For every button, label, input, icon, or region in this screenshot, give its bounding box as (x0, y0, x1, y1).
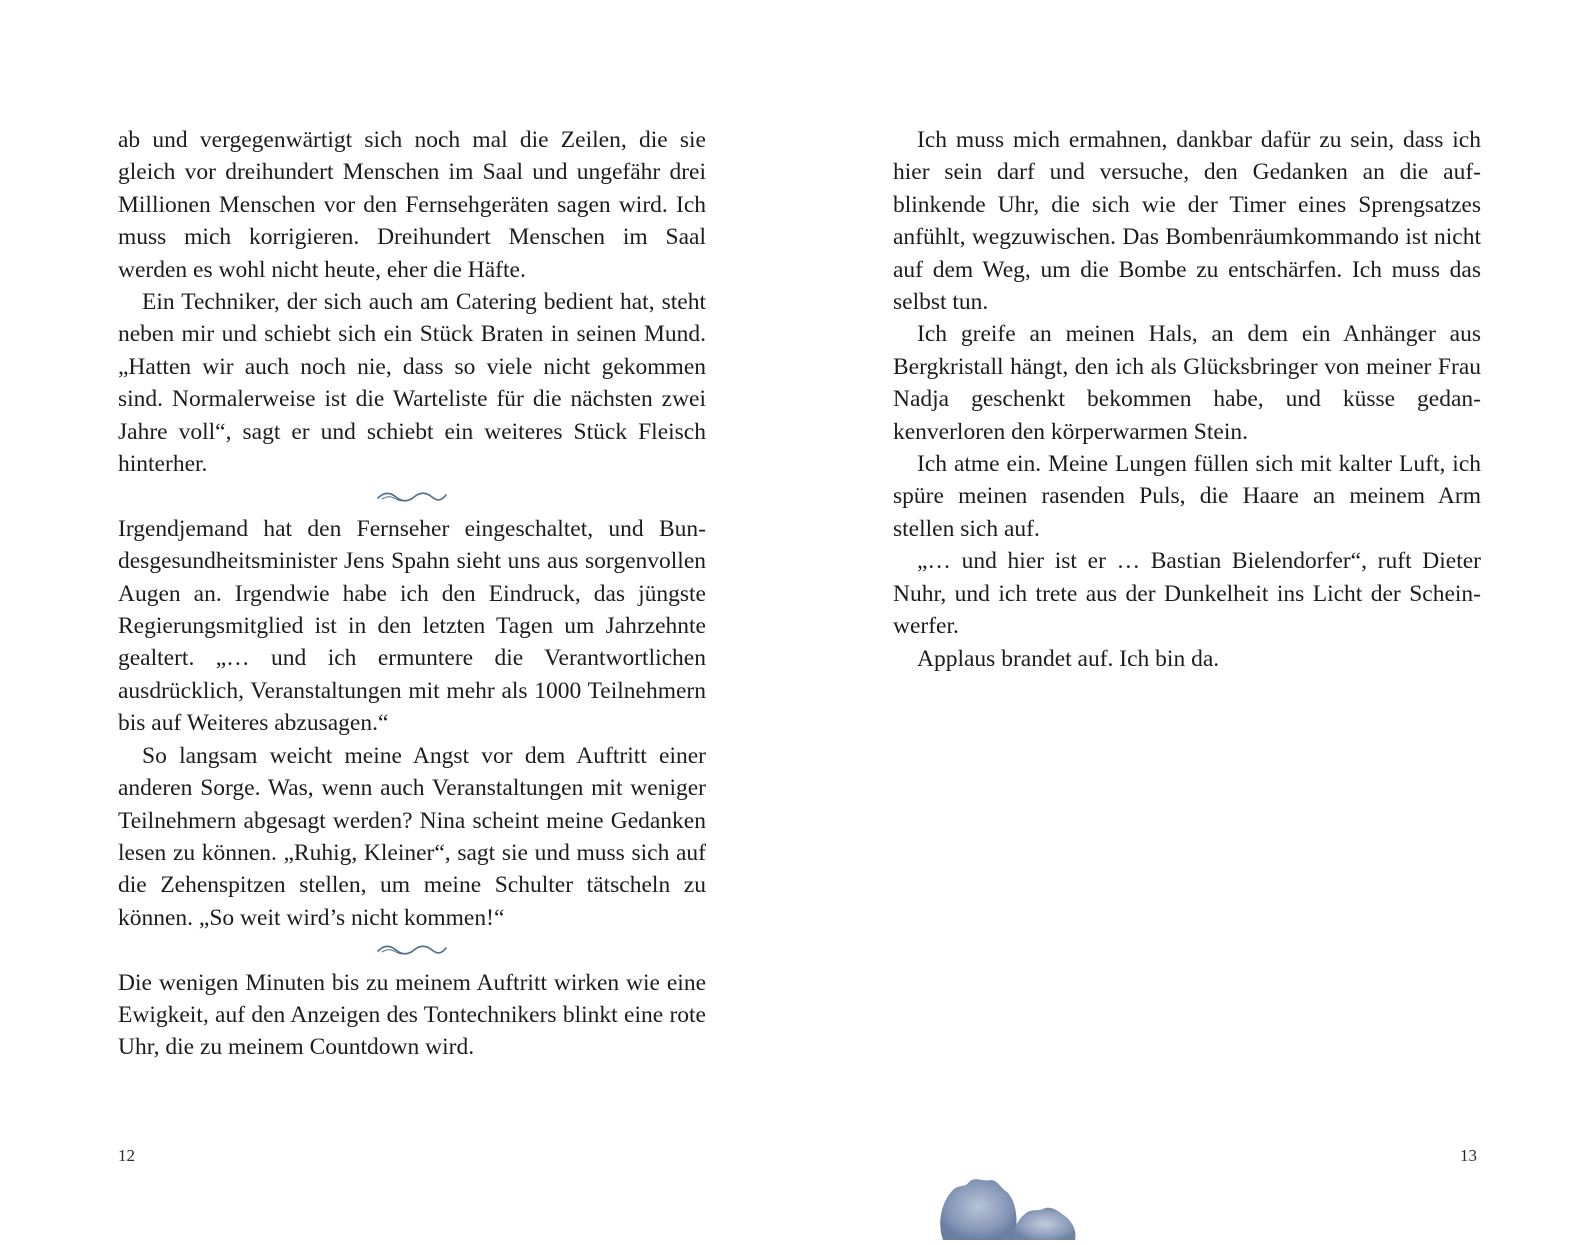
left-page (118, 124, 706, 1064)
paragraph: Applaus brandet auf. Ich bin da. (917, 645, 1220, 672)
paragraph: Ich muss mich ermahnen, dankbar dafür zu sein, dass ich hier sein darf und versuche, den Gedanken an die aufblinkende Uhr, die sich wie der Timer eines Sprengsatzes anfühlt, wegzuwischen. Das Bombenräumkommando ist nicht auf dem Weg, um die Bombe zu entschärfen. Ich muss das selbst tun. (893, 127, 1481, 316)
ink-blot-icon (935, 1176, 1095, 1245)
wave-ornament-icon (118, 480, 706, 512)
page-number-right: 13 (1460, 1146, 1477, 1165)
paragraph: Ich greife an meinen Hals, an dem ein Anhänger aus Bergkristall hängt, den ich als Glücksbringer von meiner Frau Nadja geschenkt bekommen habe, und küsse gedankenverloren den körperwarmen Stein. (893, 321, 1481, 445)
paragraph: So langsam weicht meine Angst vor dem Auftritt einer anderen Sorge. Was, wenn auch Veranstaltungen mit weniger Teilnehmern abgesagt werden? Nina scheint meine Gedanken lesen zu können. „Ruhig, Kleiner“, sagt sie und muss sich auf die Zehenspitzen stellen, um meine Schulter tätscheln zu können. „So weit wird’s nicht kommen!“ (118, 742, 706, 931)
paragraph: Die wenigen Minuten bis zu meinem Auftritt wirken wie eine Ewigkeit, auf den Anzeigen des Tontechnikers blinkt eine rote Uhr, die zu meinem Countdown wird. (118, 969, 706, 1061)
page-number-left: 12 (118, 1146, 135, 1165)
right-page (893, 124, 1481, 675)
wave-ornament-icon (118, 934, 706, 966)
paragraph: Irgendjemand hat den Fernseher eingeschaltet, und Bundesgesundheitsminister Jens Spahn sieht uns aus sorgenvollen Augen an. Irgendwie habe ich den Eindruck, das jüngste Regierungsmitglied ist in den letzten Tagen um Jahrzehnte gealtert. „… und ich ermuntere die Verantwortlichen ausdrücklich, Veranstaltungen mit mehr als 1000 Teilnehmern bis auf Weiteres abzusagen.“ (118, 515, 706, 737)
paragraph: Ich atme ein. Meine Lungen füllen sich mit kalter Luft, ich spüre meinen rasenden Puls, die Haare an meinem Arm stellen sich auf. (893, 451, 1481, 542)
paragraph: „… und hier ist er … Bastian Bielendorfer“, ruft Dieter Nuhr, und ich trete aus der Dunkelheit ins Licht der Scheinwerfer. (893, 548, 1481, 640)
paragraph: ab und vergegenwärtigt sich noch mal die Zeilen, die sie gleich vor dreihundert Menschen im Saal und ungefähr drei Millionen Menschen vor den Fernsehgeräten sagen wird. Ich muss mich korrigieren. Dreihundert Menschen im Saal werden es wohl nicht heute, eher die Häfte. (118, 127, 706, 283)
paragraph: Ein Techniker, der sich auch am Catering bedient hat, steht neben mir und schiebt sich ein Stück Braten in seinen Mund. „Hatten wir auch noch nie, dass so viele nicht gekommen sind. Normalerweise ist die Warteliste für die nächsten zwei Jahre voll“, sagt er und schiebt ein weiteres Stück Fleisch hinterher. (118, 289, 706, 478)
